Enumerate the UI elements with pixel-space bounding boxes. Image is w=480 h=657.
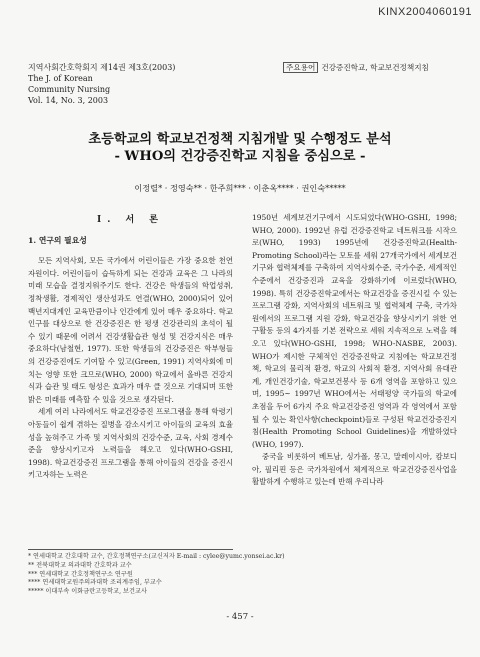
body-paragraph: 중국을 비롯하여 베트남, 싱가폴, 몽고, 말레이시아, 캄보디아, 필리핀 등은 국가차원에서 체계적으로 학교건강증진사업을 활발하게 수행하고 있는데 반해 우리나라 [252, 452, 457, 487]
subsection-heading: 1. 연구의 필요성 [28, 235, 87, 245]
section-heading: I. 서 론 [97, 215, 164, 225]
footnote: ***** 이대부속 이화금란고등학교, 보건교사 [28, 588, 147, 596]
footnote: * 연세대학교 간호대학 교수, 간호정책연구소(교신저자 E-mail : cylee@yumc.yonsei.ac.kr) [28, 553, 285, 560]
paper-subtitle: - WHO의 건강증진학교 지침을 중심으로 - [114, 149, 366, 164]
author-list: 이정렬* · 정영숙** · 한주희*** · 이춘옥**** · 권인숙***** [134, 183, 346, 193]
keywords-text: 건강증진학교, 학교보건정책지침 [321, 63, 429, 72]
right-column [252, 212, 457, 489]
footnote: ** 전북대학교 의과대학 간호학과 교수 [28, 561, 132, 569]
body-paragraph: 세계 여러 나라에서도 학교건강증진 프로그램을 통해 학령기 아동들이 쉽게 겪하는 질병을 감소시키고 아이들의 교육의 효율성을 높혀주고 가족 및 지역사회의 건강수준, 교육, 사회 경제수준을 향상시키고자 노력들을 해오고 있다(WHO-GSHI, 1998). 학교건강증진 프로그램을 통해 아이들의 건강을 증진시키고자하는 노력은 [28, 407, 233, 480]
footnotes [28, 553, 468, 597]
footnote: *** 연세대학교 간호정책연구소 연구원 [28, 570, 133, 578]
paper-title-line-1: 초등학교의 학교보건정책 지침개발 및 수행정도 분석 [88, 132, 392, 147]
journal-title-english-1: The J. of Korean [28, 74, 93, 83]
left-column [28, 212, 233, 482]
document-id-stamp: KINX2004060191 [378, 6, 472, 18]
body-paragraph: 1950년 세계보건기구에서 시도되었다(WHO-GSHI, 1998; WHO, 2000). 1992년 유럽 건강증진학교 네트워크를 시작으로(WHO, 1993) 1995년에 건강증진학교(Health-Promoting School)라는 모토를 세워 27개국가에서 세계보건기구와 협력체제를 구축하여 지역사회수준, 국가수준, 세계적인 수준에서 건강증진과 교육을 강화하기에 이르렀다(WHO, 1998). 특히 건강증진학교에서는 학교건강을 증진시킬 수 있는 프로그램 강화, 지역사회의 네트워크 및 협력체제 구축, 국가차원에서의 프로그램 지원 강화, 학교건강을 향상시키기 위한 연구활동 등의 4가지를 기본 전략으로 세워 지속적으로 노력을 해오고 있다(WHO-GSHI, 1998; WHO-NASBE, 2003). WHO가 제시한 구체적인 건강증진학교 지침에는 학교보건정책, 학교의 물리적 환경, 학교의 사회적 환경, 지역사회 유대관계, 개인건강기술, 학교보건봉사 등 6개 영역을 포함하고 있으며, 1995~ 1997년 WHO에서는 서태평양 국가들의 학교에 초점을 두어 6가지 주요 학교건강증진 영역과 각 영역에서 포함될 수 있는 확인사항(checkpoint)들로 구성된 학교건강증진지침(Health Promoting School Guidelines)을 개발하였다(WHO, 1997). [252, 213, 457, 449]
journal-title-korean: 지역사회간호학회지 제14권 제3호(2003) [28, 63, 176, 72]
keywords [283, 62, 429, 73]
keywords-label: 주요용어 [283, 62, 318, 73]
journal-volume: Vol. 14, No. 3, 2003 [28, 96, 109, 105]
body-paragraph: 모든 지역사회, 모든 국가에서 어린이들은 가장 중요한 천연자원이다. 어린이들이 습득하게 되는 건강과 교육은 그 나라의 미래 모습을 결정지워주기도 한다. 건강은 학생들의 학업성취, 정착생활, 경제적인 생산성과도 연결(WHO, 2000)되어 있어 백년지대계인 교육만큼이나 인간에게 있어 매우 중요하다. 학교인구를 대상으로 한 건강증진은 한 평생 건강관리의 초석이 될 수 있기 때문에 어려서 건강생활습관 형성 및 건강지식은 매우 중요하다(남철현, 1977). 또한 학생들의 건강증진은 학부형들의 건강증진에도 기여할 수 있고(Green, 1991) 지역사회에 미치는 영향 또한 크므로(WHO, 2000) 학교에서 올바른 건강지식과 습관 및 태도 형성은 효과가 매우 클 것으로 기대되며 또한 밝은 미래를 예측할 수 있을 것으로 생각된다. [28, 256, 233, 404]
footnote: **** 연세대학교원주의과대학 조리계주임, 부교수 [28, 579, 162, 587]
journal-info [28, 62, 175, 106]
footnote-divider [28, 549, 233, 550]
page-number: - 457 - [226, 612, 254, 622]
paper-title [0, 131, 480, 165]
journal-title-english-2: Community Nursing [28, 85, 111, 94]
